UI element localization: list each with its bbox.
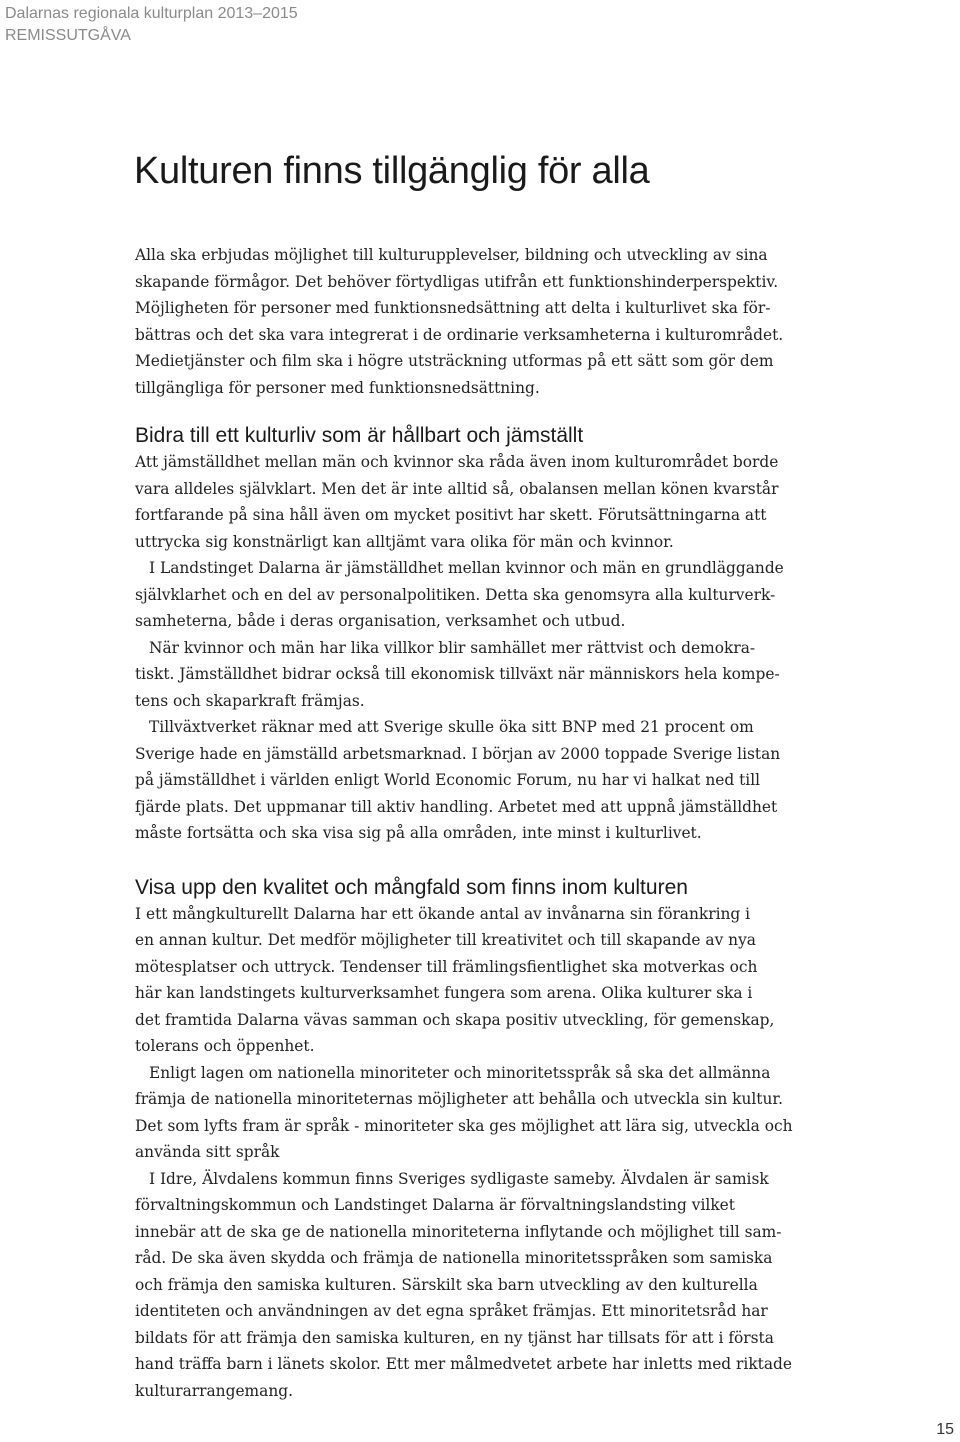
- diversity-paragraph-1: I ett mångkulturellt Dalarna har ett ökande antal av invånarna sin förankring i en annan kultur. Det medför möjligheter till kreativitet och till skapande av nya mötesplatser och uttryck. Tendenser till främlingsfientlighet ska motverkas och här kan landstingets kulturverksamhet fungera som arena. Olika kulturer ska i det framtida Dalarna vävas samman och skapa positiv utveckling, för gemenskap, tolerans och öppenhet.: [135, 904, 775, 1055]
- equality-paragraph-3: När kvinnor och män har lika villkor blir samhället mer rättvist och demokra- tiskt. Jämställdhet bidrar också till ekonomisk tillväxt när människors hela kompe- tens och skaparkraft främjas.: [135, 638, 780, 710]
- section-heading-equality: Bidra till ett kulturliv som är hållbart och jämställt: [135, 424, 584, 447]
- intro-paragraph: Alla ska erbjudas möjlighet till kulturupplevelser, bildning och utveckling av sina skapande förmågor. Det behöver förtydligas utifrån ett funktionshinderperspektiv. Möjligheten för personer med funktionsnedsättning att delta i kulturlivet ska för- bättras och det ska vara integrerat i de ordinarie verksamheterna i kulturområdet. Medietjänster och film ska i högre utsträckning utformas på ett sätt som gör dem tillgängliga för personer med funktionsnedsättning.: [135, 246, 784, 397]
- equality-paragraph-2: I Landstinget Dalarna är jämställdhet mellan kvinnor och män en grundläggande självklarhet och en del av personalpolitiken. Detta ska genomsyra alla kulturverk- samheterna, både i deras organisation, verksamhet och utbud.: [135, 559, 784, 630]
- header-edition-label: REMISSUTGÅVA: [5, 27, 131, 44]
- running-header: [5, 3, 298, 47]
- header-document-title: Dalarnas regionala kulturplan 2013–2015: [5, 5, 298, 22]
- diversity-paragraph-2: Enligt lagen om nationella minoriteter och minoritetsspråk så ska det allmänna främja de nationella minoriteternas möjligheter att behålla och utveckla sin kultur. Det som lyfts fram är språk - minoriteter ska ges möjlighet att lära sig, utveckla och använda sitt språk: [135, 1063, 793, 1161]
- equality-paragraph-1: Att jämställdhet mellan män och kvinnor ska råda även inom kulturområdet borde vara alldeles självklart. Men det är inte alltid så, obalansen mellan könen kvarstår fortfarande på sina håll även om mycket positivt har skett. Förutsättningarna att uttrycka sig konstnärligt kan alltjämt vara olika för män och kvinnor.: [135, 453, 779, 551]
- page-number: 15: [936, 1421, 954, 1438]
- diversity-paragraph-3: I Idre, Älvdalens kommun finns Sveriges sydligaste sameby. Älvdalen är samisk förvaltningskommun och Landstinget Dalarna är förvaltningslandsting vilket innebär att de ska ge de nationella minoriteterna inflytande och möjlighet till sam- råd. De ska även skydda och främja de nationella minoritetsspråken som samiska och främja den samiska kulturen. Särskilt ska barn utveckling av den kulturella identiteten och användningen av det egna språket främjas. Ett minoritetsråd har bildats för att främja den samiska kulturen, en ny tjänst har tillsats för att i första hand träffa barn i länets skolor. Ett mer målmedvetet arbete har inletts med riktade kulturarrangemang.: [135, 1169, 792, 1400]
- page-title: Kulturen finns tillgänglig för alla: [134, 150, 650, 192]
- equality-paragraph-4: Tillväxtverket räknar med att Sverige skulle öka sitt BNP med 21 procent om Sverige hade en jämställd arbetsmarknad. I början av 2000 toppade Sverige listan på jämställdhet i världen enligt World Economic Forum, nu har vi halkat ned till fjärde plats. Det uppmanar till aktiv handling. Arbetet med att uppnå jämställdhet måste fortsätta och ska visa sig på alla områden, inte minst i kulturlivet.: [135, 718, 781, 842]
- page-body: [135, 242, 835, 1404]
- section-heading-diversity: Visa upp den kvalitet och mångfald som finns inom kulturen: [135, 875, 688, 899]
